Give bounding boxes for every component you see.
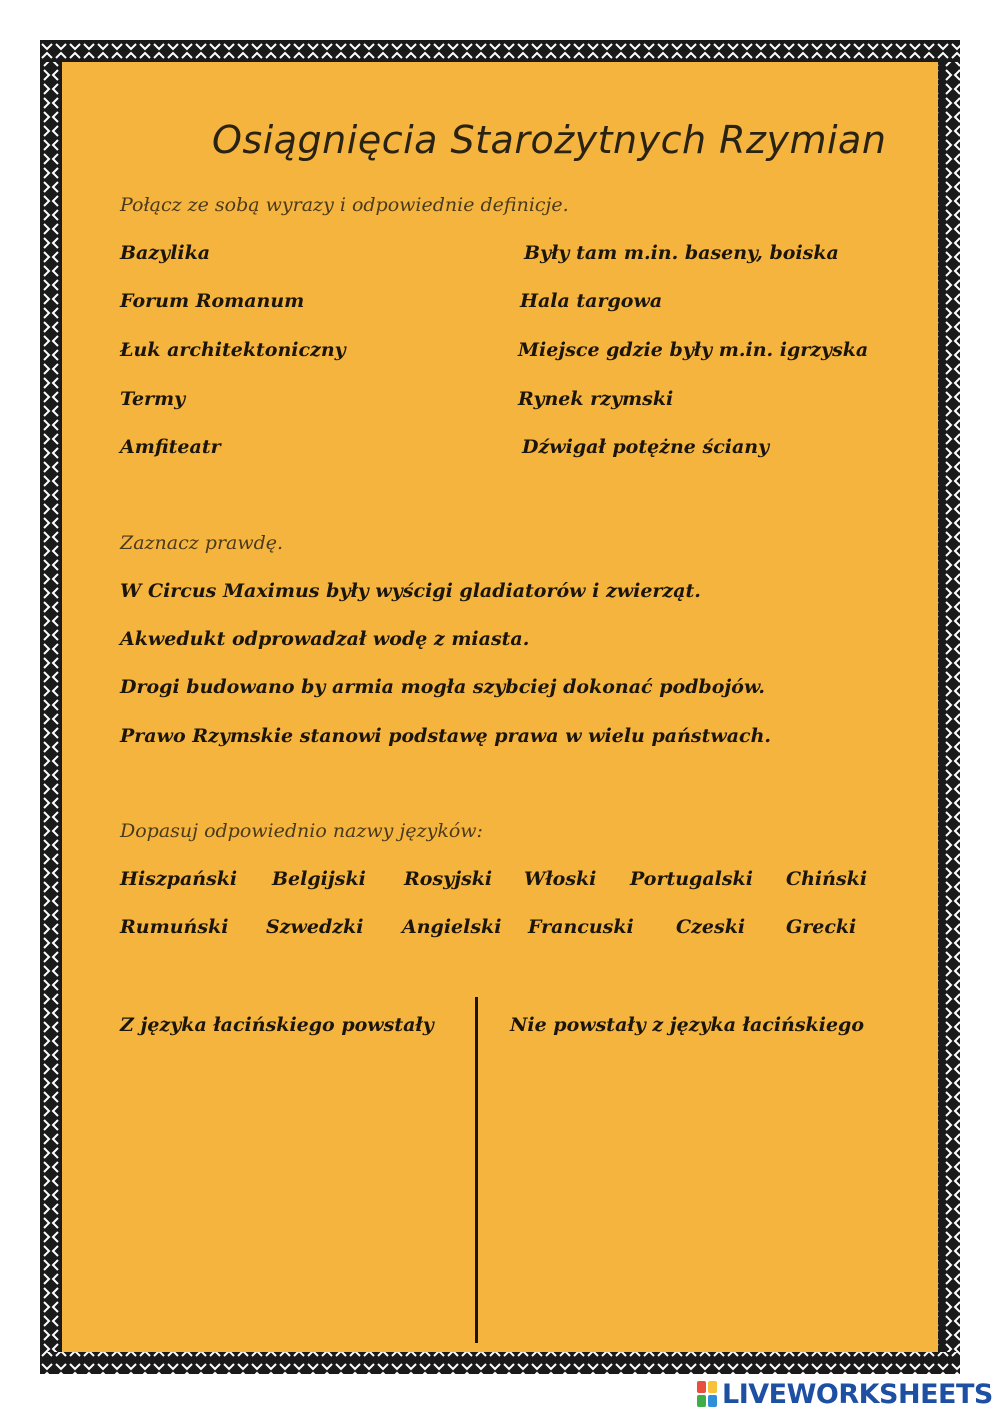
language-chip[interactable]: Portugalski [630,868,753,890]
definition-item[interactable]: Miejsce gdzie były m.in. igrzyska [518,339,869,361]
language-chip[interactable]: Rumuński [120,916,229,938]
definition-item[interactable]: Rynek rzymski [518,388,674,410]
page-title: Osiągnięcia Starożytnych Rzymian [212,118,887,162]
liveworksheets-watermark [696,1378,993,1410]
language-chip[interactable]: Francuski [528,916,634,938]
language-chip[interactable]: Czeski [676,916,746,938]
definition-item[interactable]: Były tam m.in. baseny, boiska [524,242,839,264]
language-chip[interactable]: Hiszpański [120,868,238,890]
section1-instruction: Połącz ze sobą wyrazy i odpowiednie definicje. [120,194,569,216]
language-chip[interactable]: Włoski [524,868,597,890]
definition-item[interactable]: Dźwigał potężne ściany [522,436,770,458]
column-left-heading: Z języka łacińskiego powstały [120,1014,434,1036]
term-item[interactable]: Termy [120,388,186,410]
statement-item[interactable]: W Circus Maximus były wyścigi gladiatorów i zwierząt. [120,580,701,602]
statement-item[interactable]: Akwedukt odprowadzał wodę z miasta. [120,628,530,650]
worksheet-page [62,62,938,1352]
language-chip[interactable]: Szwedzki [266,916,364,938]
language-chip[interactable]: Grecki [786,916,857,938]
term-item[interactable]: Łuk architektoniczny [120,339,346,361]
column-divider [475,997,478,1343]
language-chip[interactable]: Rosyjski [404,868,493,890]
statement-item[interactable]: Prawo Rzymskie stanowi podstawę prawa w wielu państwach. [120,725,772,747]
section3-instruction: Dopasuj odpowiednio nazwy języków: [120,820,483,842]
column-right-heading: Nie powstały z języka łacińskiego [510,1014,864,1036]
liveworksheets-logo-icon [696,1380,718,1408]
language-chip[interactable]: Belgijski [272,868,366,890]
term-item[interactable]: Forum Romanum [120,290,305,312]
definition-item[interactable]: Hala targowa [520,290,663,312]
statement-item[interactable]: Drogi budowano by armia mogła szybciej dokonać podbojów. [120,676,765,698]
language-chip[interactable]: Angielski [402,916,502,938]
watermark-text: LIVEWORKSHEETS [722,1378,993,1410]
section2-instruction: Zaznacz prawdę. [120,532,284,554]
term-item[interactable]: Bazylika [120,242,211,264]
language-chip[interactable]: Chiński [786,868,868,890]
term-item[interactable]: Amfiteatr [120,436,221,458]
